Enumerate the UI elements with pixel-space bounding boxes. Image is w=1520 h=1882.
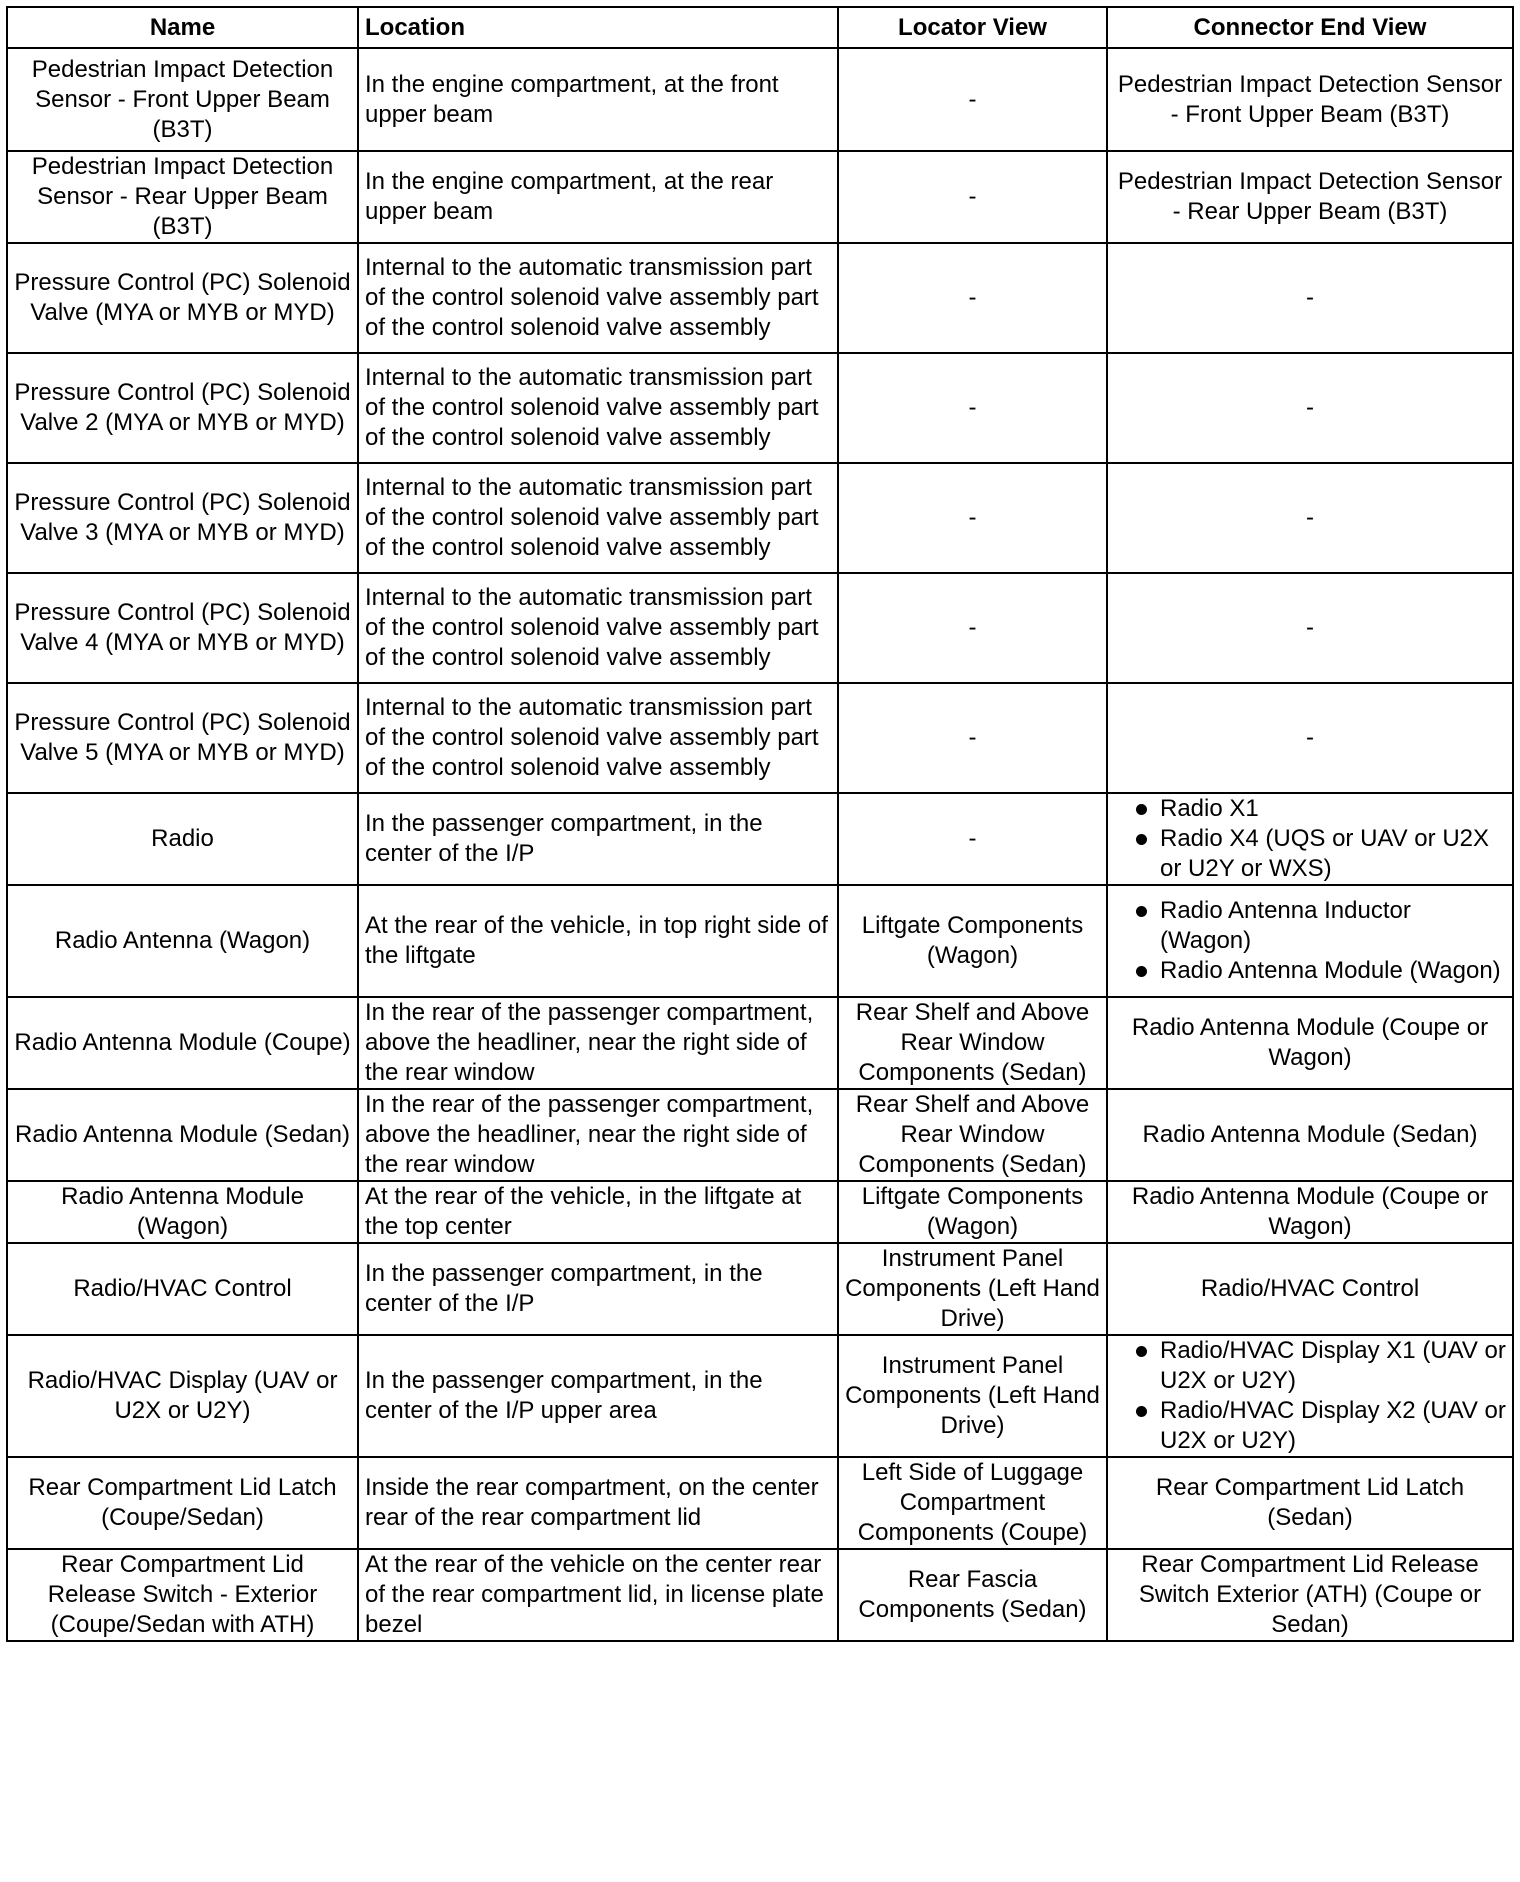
cell-location: Internal to the automatic transmission part of the control solenoid valve assembly part of the control solenoid valve assembly (358, 683, 838, 793)
header-location: Location (358, 7, 838, 48)
cell-connector-end-view: Pedestrian Impact Detection Sensor - Rear Upper Beam (B3T) (1107, 151, 1513, 243)
cell-connector-end-view: Radio/HVAC Control (1107, 1243, 1513, 1335)
cell-name: Pedestrian Impact Detection Sensor - Front Upper Beam (B3T) (7, 48, 358, 151)
cell-location: In the engine compartment, at the rear upper beam (358, 151, 838, 243)
cell-connector-end-view: - (1107, 463, 1513, 573)
cell-location: In the passenger compartment, in the center of the I/P (358, 793, 838, 885)
table-row (7, 151, 1513, 243)
table-row (7, 1335, 1513, 1457)
cell-locator-view: Liftgate Components (Wagon) (838, 1181, 1107, 1243)
cell-location: Internal to the automatic transmission part of the control solenoid valve assembly part of the control solenoid valve assembly (358, 463, 838, 573)
table-body (7, 48, 1513, 1641)
cell-connector-end-view: - (1107, 243, 1513, 353)
table-row (7, 1089, 1513, 1181)
cell-name: Radio Antenna Module (Sedan) (7, 1089, 358, 1181)
bullet-item: Radio Antenna Module (Wagon) (1114, 956, 1506, 986)
cell-connector-end-view: - (1107, 353, 1513, 463)
bullet-item: Radio X4 (UQS or UAV or U2X or U2Y or WXS) (1114, 824, 1506, 884)
cell-connector-end-view (1107, 793, 1513, 885)
table-row (7, 793, 1513, 885)
table-row (7, 463, 1513, 573)
cell-connector-end-view: Radio Antenna Module (Coupe or Wagon) (1107, 997, 1513, 1089)
bullet-item: Radio/HVAC Display X1 (UAV or U2X or U2Y) (1114, 1336, 1506, 1396)
cell-locator-view: - (838, 151, 1107, 243)
bullet-list (1114, 896, 1506, 986)
cell-locator-view: - (838, 793, 1107, 885)
table-row (7, 997, 1513, 1089)
cell-connector-end-view: Pedestrian Impact Detection Sensor - Front Upper Beam (B3T) (1107, 48, 1513, 151)
cell-locator-view: - (838, 683, 1107, 793)
header-connector-end-view: Connector End View (1107, 7, 1513, 48)
bullet-list (1114, 1336, 1506, 1456)
bullet-item: Radio X1 (1114, 794, 1506, 824)
cell-name: Radio Antenna Module (Wagon) (7, 1181, 358, 1243)
cell-name: Radio Antenna Module (Coupe) (7, 997, 358, 1089)
bullet-item: Radio/HVAC Display X2 (UAV or U2X or U2Y) (1114, 1396, 1506, 1456)
cell-name: Radio Antenna (Wagon) (7, 885, 358, 997)
table-row (7, 353, 1513, 463)
cell-connector-end-view: Rear Compartment Lid Latch (Sedan) (1107, 1457, 1513, 1549)
cell-locator-view: Rear Shelf and Above Rear Window Components (Sedan) (838, 997, 1107, 1089)
header-locator-view: Locator View (838, 7, 1107, 48)
cell-locator-view: - (838, 463, 1107, 573)
cell-name: Radio (7, 793, 358, 885)
cell-connector-end-view: Radio Antenna Module (Coupe or Wagon) (1107, 1181, 1513, 1243)
cell-connector-end-view: Rear Compartment Lid Release Switch Exterior (ATH) (Coupe or Sedan) (1107, 1549, 1513, 1641)
cell-name: Pressure Control (PC) Solenoid Valve 5 (MYA or MYB or MYD) (7, 683, 358, 793)
cell-locator-view: - (838, 573, 1107, 683)
cell-connector-end-view: - (1107, 683, 1513, 793)
cell-locator-view: Rear Fascia Components (Sedan) (838, 1549, 1107, 1641)
cell-connector-end-view: - (1107, 573, 1513, 683)
cell-location: In the rear of the passenger compartment, above the headliner, near the right side of the rear window (358, 997, 838, 1089)
cell-name: Pressure Control (PC) Solenoid Valve (MYA or MYB or MYD) (7, 243, 358, 353)
cell-name: Pedestrian Impact Detection Sensor - Rear Upper Beam (B3T) (7, 151, 358, 243)
cell-locator-view: - (838, 353, 1107, 463)
component-locator-table-container (6, 6, 1514, 1642)
table-row (7, 243, 1513, 353)
cell-name: Radio/HVAC Display (UAV or U2X or U2Y) (7, 1335, 358, 1457)
cell-locator-view: Rear Shelf and Above Rear Window Components (Sedan) (838, 1089, 1107, 1181)
cell-location: In the passenger compartment, in the center of the I/P upper area (358, 1335, 838, 1457)
cell-location: Internal to the automatic transmission part of the control solenoid valve assembly part of the control solenoid valve assembly (358, 243, 838, 353)
cell-location: Inside the rear compartment, on the center rear of the rear compartment lid (358, 1457, 838, 1549)
cell-connector-end-view: Radio Antenna Module (Sedan) (1107, 1089, 1513, 1181)
cell-connector-end-view (1107, 1335, 1513, 1457)
cell-location: Internal to the automatic transmission part of the control solenoid valve assembly part of the control solenoid valve assembly (358, 353, 838, 463)
cell-name: Pressure Control (PC) Solenoid Valve 2 (MYA or MYB or MYD) (7, 353, 358, 463)
bullet-item: Radio Antenna Inductor (Wagon) (1114, 896, 1506, 956)
cell-locator-view: - (838, 243, 1107, 353)
cell-name: Rear Compartment Lid Release Switch - Exterior (Coupe/Sedan with ATH) (7, 1549, 358, 1641)
cell-name: Pressure Control (PC) Solenoid Valve 3 (MYA or MYB or MYD) (7, 463, 358, 573)
table-row (7, 48, 1513, 151)
cell-name: Rear Compartment Lid Latch (Coupe/Sedan) (7, 1457, 358, 1549)
cell-name: Pressure Control (PC) Solenoid Valve 4 (MYA or MYB or MYD) (7, 573, 358, 683)
cell-locator-view: Instrument Panel Components (Left Hand Drive) (838, 1335, 1107, 1457)
cell-location: At the rear of the vehicle on the center rear of the rear compartment lid, in license plate bezel (358, 1549, 838, 1641)
cell-location: Internal to the automatic transmission part of the control solenoid valve assembly part of the control solenoid valve assembly (358, 573, 838, 683)
bullet-list (1114, 794, 1506, 884)
table-row (7, 1181, 1513, 1243)
cell-locator-view: Instrument Panel Components (Left Hand Drive) (838, 1243, 1107, 1335)
table-row (7, 1243, 1513, 1335)
table-row (7, 573, 1513, 683)
cell-locator-view: - (838, 48, 1107, 151)
cell-location: At the rear of the vehicle, in top right side of the liftgate (358, 885, 838, 997)
cell-locator-view: Left Side of Luggage Compartment Components (Coupe) (838, 1457, 1107, 1549)
table-row (7, 1549, 1513, 1641)
table-row (7, 1457, 1513, 1549)
table-row (7, 885, 1513, 997)
header-row (7, 7, 1513, 48)
cell-locator-view: Liftgate Components (Wagon) (838, 885, 1107, 997)
header-name: Name (7, 7, 358, 48)
cell-location: In the rear of the passenger compartment, above the headliner, near the right side of the rear window (358, 1089, 838, 1181)
cell-location: At the rear of the vehicle, in the liftgate at the top center (358, 1181, 838, 1243)
cell-name: Radio/HVAC Control (7, 1243, 358, 1335)
cell-connector-end-view (1107, 885, 1513, 997)
cell-location: In the passenger compartment, in the center of the I/P (358, 1243, 838, 1335)
component-locator-table (6, 6, 1514, 1642)
table-row (7, 683, 1513, 793)
cell-location: In the engine compartment, at the front upper beam (358, 48, 838, 151)
